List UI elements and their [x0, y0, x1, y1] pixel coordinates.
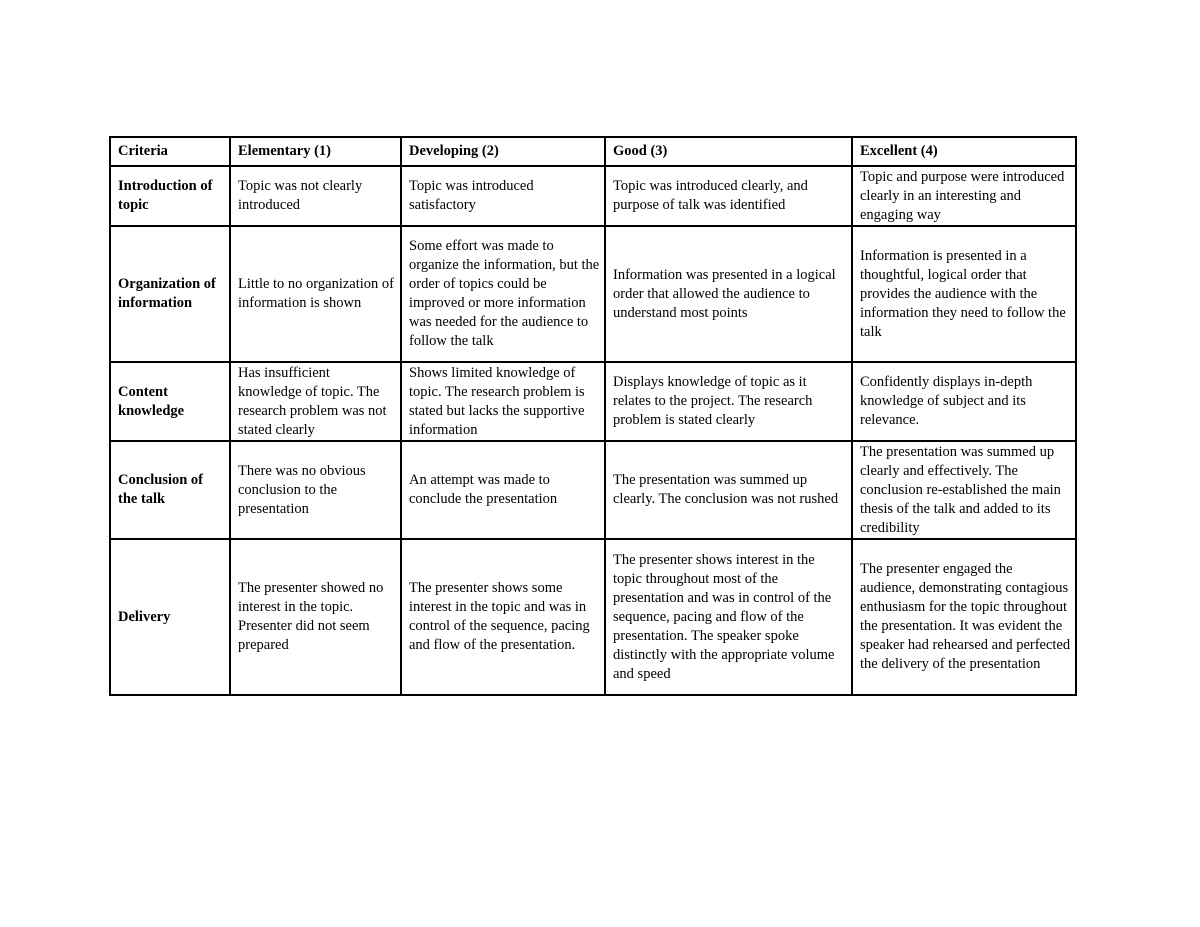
rubric-table: [109, 136, 1077, 696]
header-elementary: Elementary (1): [230, 137, 401, 166]
criteria-cell: Organization of information: [110, 226, 230, 362]
developing-cell: The presenter shows some interest in the topic and was in control of the sequence, pacing and flow of the presentation.: [401, 539, 605, 695]
developing-cell: Some effort was made to organize the information, but the order of topics could be improved or more information was needed for the audience to follow the talk: [401, 226, 605, 362]
excellent-cell: Information is presented in a thoughtful, logical order that provides the audience with the information they need to follow the talk: [852, 226, 1076, 362]
excellent-cell: The presenter engaged the audience, demonstrating contagious enthusiasm for the topic throughout the presentation. It was evident the speaker had rehearsed and perfected the delivery of the presentation: [852, 539, 1076, 695]
elementary-cell: Has insufficient knowledge of topic. The research problem was not stated clearly: [230, 362, 401, 441]
elementary-cell: There was no obvious conclusion to the presentation: [230, 441, 401, 539]
header-excellent: Excellent (4): [852, 137, 1076, 166]
table-row: [110, 166, 1076, 226]
criteria-cell: Introduction of topic: [110, 166, 230, 226]
good-cell: The presenter shows interest in the topic throughout most of the presentation and was in control of the sequence, pacing and flow of the presentation. The speaker spoke distinctly with the appropriate volume and speed: [605, 539, 852, 695]
table-row: [110, 362, 1076, 441]
header-developing: Developing (2): [401, 137, 605, 166]
good-cell: Displays knowledge of topic as it relates to the project. The research problem is stated clearly: [605, 362, 852, 441]
excellent-cell: Confidently displays in-depth knowledge of subject and its relevance.: [852, 362, 1076, 441]
developing-cell: Topic was introduced satisfactory: [401, 166, 605, 226]
criteria-cell: Content knowledge: [110, 362, 230, 441]
elementary-cell: The presenter showed no interest in the topic. Presenter did not seem prepared: [230, 539, 401, 695]
table-row: [110, 441, 1076, 539]
developing-cell: An attempt was made to conclude the presentation: [401, 441, 605, 539]
header-good: Good (3): [605, 137, 852, 166]
header-row: [110, 137, 1076, 166]
criteria-cell: Delivery: [110, 539, 230, 695]
good-cell: Topic was introduced clearly, and purpose of talk was identified: [605, 166, 852, 226]
header-criteria: Criteria: [110, 137, 230, 166]
criteria-cell: Conclusion of the talk: [110, 441, 230, 539]
excellent-cell: Topic and purpose were introduced clearly in an interesting and engaging way: [852, 166, 1076, 226]
elementary-cell: Little to no organization of information is shown: [230, 226, 401, 362]
developing-cell: Shows limited knowledge of topic. The research problem is stated but lacks the supportive information: [401, 362, 605, 441]
elementary-cell: Topic was not clearly introduced: [230, 166, 401, 226]
excellent-cell: The presentation was summed up clearly and effectively. The conclusion re-established the main thesis of the talk and added to its credibility: [852, 441, 1076, 539]
table-row: [110, 539, 1076, 695]
good-cell: The presentation was summed up clearly. The conclusion was not rushed: [605, 441, 852, 539]
table-row: [110, 226, 1076, 362]
good-cell: Information was presented in a logical order that allowed the audience to understand most points: [605, 226, 852, 362]
